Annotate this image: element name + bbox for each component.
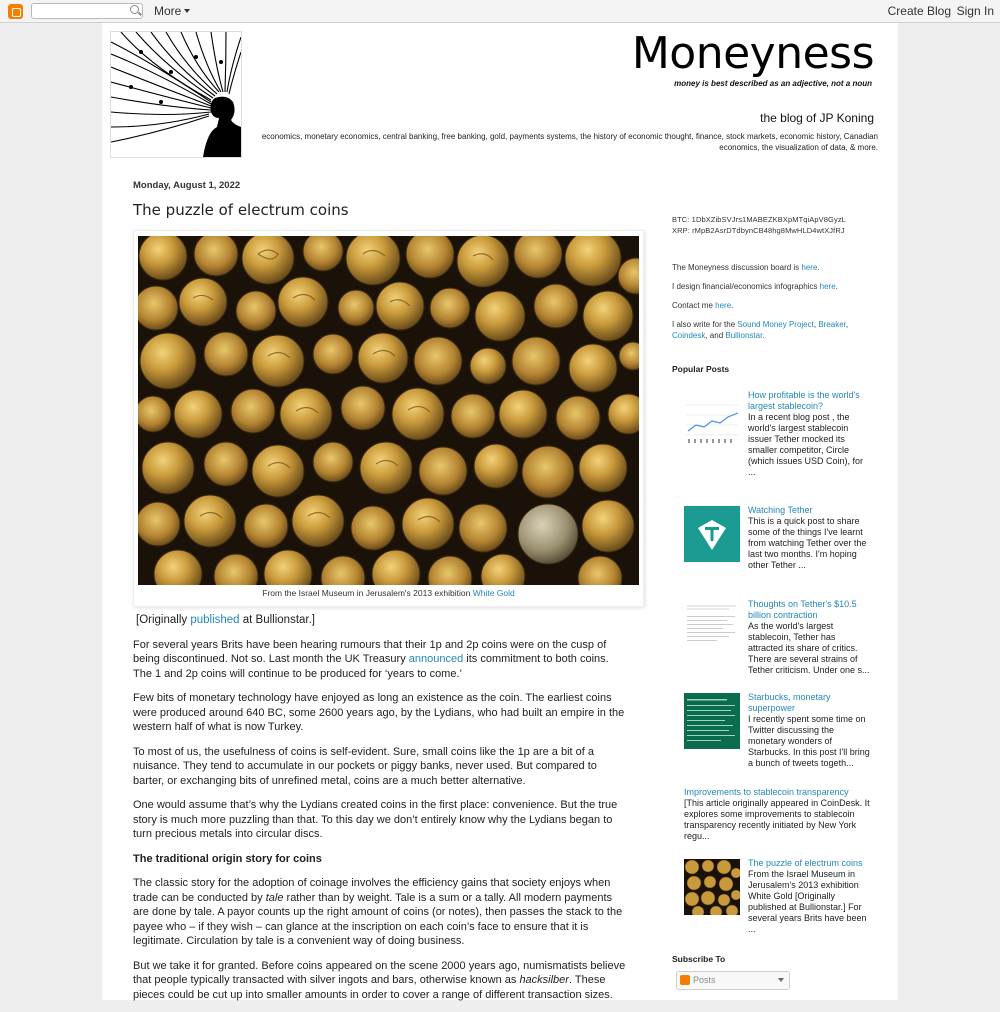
contact-link[interactable]: here bbox=[715, 301, 732, 310]
paragraph-text: But we take it for granted. Before coins appeared on the scene 2000 years ago, numismatists believe that people typically transacted with silver ingots and bars, otherwise known as bbox=[133, 959, 626, 986]
paragraph-text: . These pieces could be cut up into smaller amounts in order to cover a range of different transaction sizes. bbox=[133, 974, 613, 1001]
coindesk-link[interactable]: Coindesk bbox=[672, 331, 706, 340]
more-label: More bbox=[154, 4, 182, 18]
discussion-board-link[interactable]: here bbox=[801, 263, 818, 272]
sidebar-text: I design financial/economics infographics bbox=[672, 282, 820, 291]
popular-post-item[interactable] bbox=[684, 692, 870, 769]
paragraph-text: its commitment to both coins. The 1 and 2p coins will continue to be produced for ‘years to come.’ bbox=[133, 653, 609, 680]
paragraph-6 bbox=[133, 959, 628, 1003]
sidebar-text: . bbox=[731, 301, 734, 310]
caret-down-icon bbox=[778, 978, 784, 982]
section-heading: The traditional origin story for coins bbox=[133, 852, 322, 865]
sidebar-text: , and bbox=[705, 331, 726, 340]
paragraph-3: To most of us, the usefulness of coins is self-evident. Sure, small coins like the 1p are a bit of a nuisance. They tend to accumulate in our pockets or piggy banks, never used. But compared to barter, or exchanging bits of unrefined metal, coins are a much better alternative. bbox=[133, 745, 597, 787]
popular-post-thumbnail[interactable] bbox=[684, 506, 740, 562]
crypto-addresses bbox=[672, 214, 877, 236]
blog-topics: economics, monetary economics, central banking, free banking, gold, payments systems, the history of economic thought, finance, stock markets, economic history, Canadian economics, the visualization of data, & more. bbox=[261, 132, 878, 152]
paragraph-text: at Bullionstar.] bbox=[239, 614, 315, 626]
feed-icon bbox=[680, 975, 690, 985]
popular-post-snippet: In a recent blog post , the world's largest stablecoin issuer Tether mocked its smaller competitor, Circle (which issues USD Coin), for ... bbox=[748, 412, 864, 477]
search-icon[interactable] bbox=[130, 5, 139, 14]
caption-text: From the Israel Museum in Jerusalem's 2013 exhibition bbox=[262, 588, 473, 598]
popular-post-snippet: From the Israel Museum in Jerusalem's 2013 exhibition White Gold [Originally published at Bullionstar.] For several years Brits have been ... bbox=[748, 869, 867, 934]
page-container bbox=[102, 23, 898, 1000]
popular-post-snippet: This is a quick post to share some of the things I've learnt from watching Tether over the last two months. I'm hoping other Tether ... bbox=[748, 516, 867, 570]
popular-post-snippet: I recently spent some time on Twitter discussing the monetary wonders of Starbucks. In this post I'll bring a bunch of tweets togeth... bbox=[748, 714, 870, 768]
electrum-coins-image[interactable] bbox=[138, 236, 639, 585]
popular-post-item[interactable] bbox=[684, 787, 870, 842]
paragraph-1 bbox=[133, 638, 628, 682]
sidebar-text: , bbox=[813, 320, 819, 329]
popular-post-thumbnail[interactable] bbox=[684, 391, 740, 447]
blog-byline: the blog of JP Koning bbox=[760, 111, 874, 125]
sign-in-link[interactable]: Sign In bbox=[956, 4, 994, 18]
popular-post-title[interactable]: Watching Tether bbox=[748, 505, 813, 515]
post-figure bbox=[133, 230, 644, 607]
sidebar-text: . bbox=[835, 282, 838, 291]
emphasis-text: hacksilber bbox=[519, 974, 569, 986]
post-title[interactable]: The puzzle of electrum coins bbox=[133, 201, 349, 219]
popular-posts-heading: Popular Posts bbox=[672, 364, 730, 374]
infographics-link[interactable]: here bbox=[819, 282, 836, 291]
sidebar-text: Contact me bbox=[672, 301, 716, 310]
sidebar-text: . bbox=[817, 263, 820, 272]
sidebar-text: The Moneyness discussion board is bbox=[672, 263, 802, 272]
sidebar-text: , bbox=[845, 320, 849, 329]
breaker-link[interactable]: Breaker bbox=[818, 320, 846, 329]
paragraph-origin-note bbox=[136, 613, 628, 628]
header-silhouette-image[interactable] bbox=[110, 31, 242, 158]
btc-address: BTC: 1DbXZibSVJrs1MABEZKBXpMTqiApV8GyzL bbox=[672, 215, 846, 224]
popular-post-title[interactable]: The puzzle of electrum coins bbox=[748, 858, 863, 868]
create-blog-link[interactable]: Create Blog bbox=[887, 4, 951, 18]
popular-post-title[interactable]: Starbucks, monetary superpower bbox=[748, 692, 831, 713]
popular-post-item[interactable] bbox=[684, 858, 870, 935]
paragraph-text: rather than by weight. Tale is a sum or a tally. All modern payments are done by tale. A payor counts up the right amount of coins (or notes), then passes the stack to the payee who – if they wish – can glance at the inscription on each coin’s face to ensure that it is legitimate. Circulation by tale is a convenient way of doing business. bbox=[133, 891, 623, 947]
infographics-text bbox=[672, 281, 877, 292]
blogger-logo-icon[interactable] bbox=[8, 4, 23, 19]
popular-post-title[interactable]: How profitable is the world's largest stablecoin? bbox=[748, 390, 860, 411]
popular-post-title[interactable]: Improvements to stablecoin transparency bbox=[684, 787, 849, 797]
announced-link[interactable]: announced bbox=[408, 653, 464, 665]
contact-text bbox=[672, 300, 877, 311]
white-gold-link[interactable]: White Gold bbox=[472, 588, 515, 598]
popular-post-item[interactable] bbox=[684, 505, 870, 571]
published-link[interactable]: published bbox=[190, 614, 240, 626]
sidebar bbox=[672, 214, 877, 985]
blogger-navbar bbox=[0, 0, 1000, 23]
image-caption bbox=[134, 588, 643, 598]
popular-post-item[interactable] bbox=[684, 390, 870, 478]
post-date: Monday, August 1, 2022 bbox=[133, 180, 241, 191]
sound-money-project-link[interactable]: Sound Money Project bbox=[737, 320, 814, 329]
emphasis-text: tale bbox=[265, 891, 284, 904]
search-input[interactable] bbox=[31, 3, 143, 19]
paragraph-text: For several years Brits have been hearing rumours that their 1p and 2p coins were on the cusp of being discontinued. Not so. Last month the UK Treasury bbox=[133, 638, 607, 665]
sidebar-text: . bbox=[762, 331, 765, 340]
blog-tagline: money is best described as an adjective, not a noun bbox=[674, 79, 872, 88]
post-body bbox=[133, 613, 628, 1012]
discussion-board-text bbox=[672, 262, 877, 273]
paragraph-text: [Originally bbox=[136, 614, 191, 626]
paragraph-4: One would assume that’s why the Lydians created coins in the first place: convenience. But the true story is much more puzzling than that. To this day we don’t entirely know why the Lydians began to turn precious metals into circular discs. bbox=[133, 799, 618, 840]
sidebar-text: I also write for the bbox=[672, 320, 738, 329]
paragraph-2: Few bits of monetary technology have enjoyed as long an existence as the coin. The earliest coins were produced around 640 BC, some 2600 years ago, by the Lydians, who had built an empire in the western half of what is now Turkey. bbox=[133, 692, 625, 733]
subscribe-heading: Subscribe To bbox=[672, 954, 726, 964]
popular-post-thumbnail[interactable] bbox=[684, 600, 740, 656]
blog-title[interactable]: Moneyness bbox=[631, 28, 874, 79]
xrp-address: XRP: rMpB2AsrDTdbynCB48hg8MwHLD4wtXJfRJ bbox=[672, 226, 845, 235]
subscribe-posts-dropdown[interactable] bbox=[676, 971, 790, 990]
caret-down-icon bbox=[184, 9, 190, 13]
more-menu-button[interactable] bbox=[154, 4, 190, 18]
paragraph-text: The classic story for the adoption of coinage involves the efficiency gains that society enjoys when trade can be conducted by bbox=[133, 877, 611, 904]
subscribe-option-label: Posts bbox=[693, 975, 716, 985]
popular-post-snippet: [This article originally appeared in CoinDesk. It explores some improvements to stablecoin transparency recently initiated by New York regu... bbox=[684, 798, 870, 841]
popular-post-item[interactable] bbox=[684, 599, 870, 676]
paragraph-5 bbox=[133, 876, 628, 949]
popular-post-thumbnail[interactable] bbox=[684, 693, 740, 749]
popular-post-snippet: As the world's largest stablecoin, Tether has attracted its share of critics. There are several strains of Tether criticism. Under one s... bbox=[748, 621, 870, 675]
bullionstar-link[interactable]: Bullionstar bbox=[725, 331, 763, 340]
also-write-text bbox=[672, 319, 877, 341]
popular-post-thumbnail[interactable] bbox=[684, 859, 740, 915]
popular-post-title[interactable]: Thoughts on Tether's $10.5 billion contraction bbox=[748, 599, 857, 620]
